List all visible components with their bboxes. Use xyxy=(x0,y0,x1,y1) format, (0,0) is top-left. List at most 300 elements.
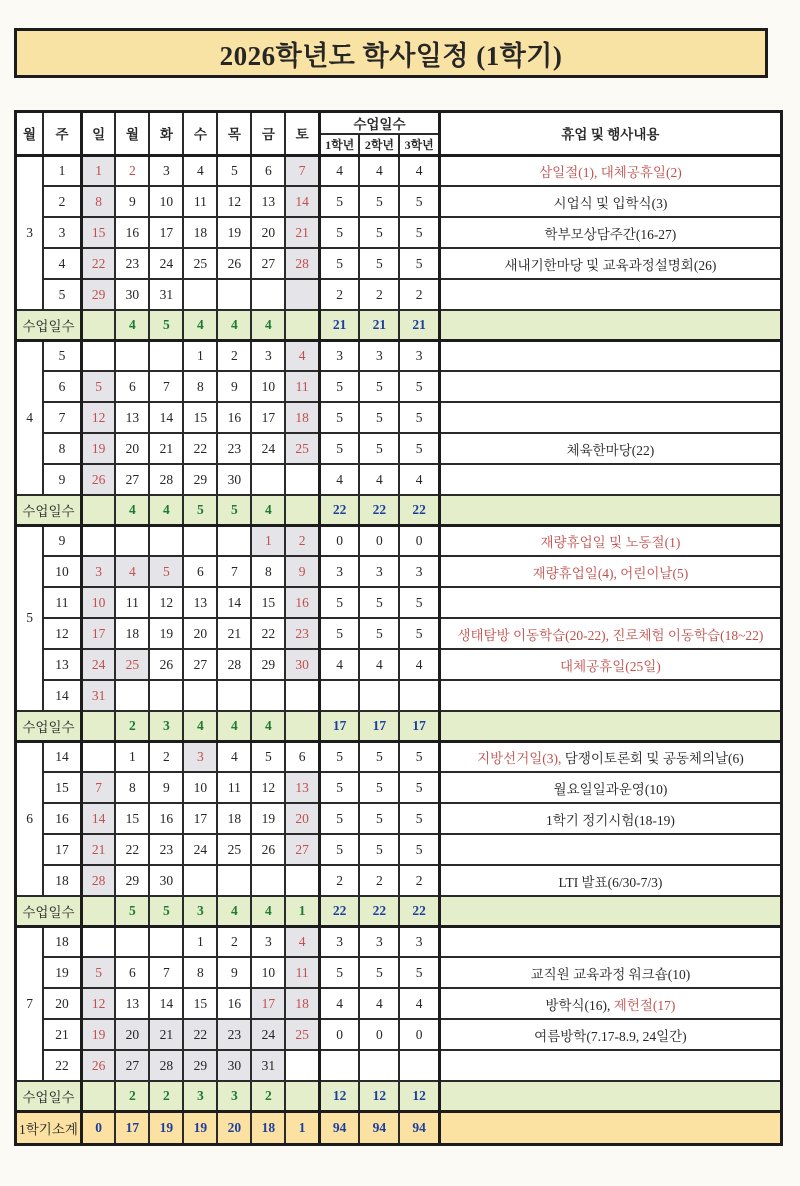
day-cell: 15 xyxy=(183,988,217,1019)
event-cell xyxy=(439,525,781,556)
event-text: 담쟁이토론회 및 공동체의날(6) xyxy=(561,750,744,766)
class-days-count: 3 xyxy=(319,556,359,587)
weekday-sum: 5 xyxy=(217,495,251,525)
day-cell: 14 xyxy=(217,587,251,618)
class-days-count: 2 xyxy=(319,865,359,896)
event-text: 체육한마당(22) xyxy=(566,442,655,458)
day-cell xyxy=(149,340,183,371)
monthly-classdays-label: 수업일수 xyxy=(16,896,82,926)
day-cell: 25 xyxy=(285,1019,319,1050)
day-cell: 18 xyxy=(285,988,319,1019)
class-days-count: 4 xyxy=(399,649,439,680)
day-cell: 27 xyxy=(285,834,319,865)
grade-total: 17 xyxy=(319,711,359,741)
grade-total: 22 xyxy=(399,896,439,926)
class-days-count: 5 xyxy=(319,957,359,988)
header-day-sun: 일 xyxy=(81,112,115,156)
class-days-count: 5 xyxy=(359,248,399,279)
day-cell: 27 xyxy=(115,464,149,495)
day-cell: 5 xyxy=(81,371,115,402)
weekday-sum: 4 xyxy=(115,495,149,525)
class-days-count: 5 xyxy=(359,371,399,402)
grade-total: 12 xyxy=(319,1081,359,1111)
class-days-count: 5 xyxy=(399,402,439,433)
event-text: 새내기한마당 및 교육과정설명회(26) xyxy=(504,257,717,273)
day-cell: 20 xyxy=(183,618,217,649)
day-cell: 17 xyxy=(81,618,115,649)
day-cell: 7 xyxy=(149,371,183,402)
day-cell: 17 xyxy=(183,803,217,834)
day-cell: 26 xyxy=(251,834,285,865)
day-cell: 2 xyxy=(217,926,251,957)
class-days-count: 0 xyxy=(359,525,399,556)
week-number: 22 xyxy=(43,1050,81,1081)
week-number: 9 xyxy=(43,525,81,556)
day-cell: 30 xyxy=(115,279,149,310)
day-cell xyxy=(183,525,217,556)
weekday-sum: 4 xyxy=(251,495,285,525)
grade-total: 12 xyxy=(359,1081,399,1111)
weekday-sum xyxy=(81,495,115,525)
week-number: 19 xyxy=(43,957,81,988)
class-days-count: 5 xyxy=(399,217,439,248)
event-text: LTI 발표(6/30-7/3) xyxy=(558,874,663,890)
weekday-sum: 2 xyxy=(149,1081,183,1111)
day-cell: 18 xyxy=(115,618,149,649)
day-cell: 6 xyxy=(251,155,285,186)
calendar-week-row xyxy=(16,680,782,711)
calendar-week-row xyxy=(16,834,782,865)
day-cell: 14 xyxy=(285,186,319,217)
class-days-count: 5 xyxy=(399,248,439,279)
week-number: 6 xyxy=(43,371,81,402)
semester-day-total: 20 xyxy=(217,1111,251,1144)
class-days-count: 3 xyxy=(399,556,439,587)
calendar-week-row xyxy=(16,649,782,680)
semester-subtotal-label: 1학기소계 xyxy=(16,1111,82,1144)
header-events: 휴업 및 행사내용 xyxy=(439,112,781,156)
day-cell: 11 xyxy=(115,587,149,618)
class-days-count: 5 xyxy=(359,772,399,803)
semester-grade-total: 94 xyxy=(399,1111,439,1144)
header-grade-2: 2학년 xyxy=(359,134,399,155)
class-days-count: 4 xyxy=(359,155,399,186)
month-label: 5 xyxy=(16,525,44,711)
day-cell: 28 xyxy=(217,649,251,680)
class-days-count xyxy=(399,680,439,711)
day-cell: 4 xyxy=(285,340,319,371)
calendar-week-row xyxy=(16,340,782,371)
page-title xyxy=(14,28,768,78)
day-cell: 25 xyxy=(285,433,319,464)
day-cell: 9 xyxy=(149,772,183,803)
event-cell xyxy=(439,371,781,402)
day-cell: 11 xyxy=(285,371,319,402)
weekday-sum: 3 xyxy=(183,896,217,926)
day-cell: 6 xyxy=(183,556,217,587)
semester-grade-total: 94 xyxy=(319,1111,359,1144)
day-cell xyxy=(115,340,149,371)
day-cell: 27 xyxy=(251,248,285,279)
grade-total: 22 xyxy=(319,896,359,926)
day-cell: 7 xyxy=(81,772,115,803)
class-days-count: 5 xyxy=(359,618,399,649)
day-cell: 3 xyxy=(149,155,183,186)
semester-day-total: 19 xyxy=(149,1111,183,1144)
day-cell: 7 xyxy=(149,957,183,988)
day-cell: 30 xyxy=(217,1050,251,1081)
day-cell: 19 xyxy=(149,618,183,649)
semester-day-total: 0 xyxy=(81,1111,115,1144)
day-cell: 17 xyxy=(251,988,285,1019)
day-cell: 8 xyxy=(81,186,115,217)
day-cell xyxy=(149,926,183,957)
day-cell: 11 xyxy=(217,772,251,803)
event-text: 시업식 및 입학식(3) xyxy=(553,195,668,211)
class-days-count: 4 xyxy=(399,988,439,1019)
page-title-text: 2026학년도 학사일정 (1학기) xyxy=(219,40,563,71)
calendar-week-row xyxy=(16,1019,782,1050)
calendar-week-row xyxy=(16,155,782,186)
day-cell: 3 xyxy=(251,926,285,957)
weekday-sum: 5 xyxy=(183,495,217,525)
event-cell xyxy=(439,217,781,248)
weekday-sum: 2 xyxy=(115,711,149,741)
semester-day-total: 18 xyxy=(251,1111,285,1144)
week-number: 8 xyxy=(43,433,81,464)
event-cell xyxy=(439,279,781,310)
day-cell: 13 xyxy=(115,988,149,1019)
week-number: 5 xyxy=(43,279,81,310)
week-number: 3 xyxy=(43,217,81,248)
summary-event-filler xyxy=(439,896,781,926)
day-cell: 12 xyxy=(251,772,285,803)
monthly-classdays-row xyxy=(16,896,782,926)
class-days-count: 5 xyxy=(319,248,359,279)
calendar-week-row xyxy=(16,618,782,649)
day-cell: 8 xyxy=(251,556,285,587)
day-cell: 21 xyxy=(149,1019,183,1050)
week-number: 21 xyxy=(43,1019,81,1050)
week-number: 17 xyxy=(43,834,81,865)
weekday-sum: 4 xyxy=(251,310,285,340)
event-cell xyxy=(439,340,781,371)
class-days-count: 4 xyxy=(359,464,399,495)
class-days-count: 5 xyxy=(399,772,439,803)
weekday-sum: 4 xyxy=(217,711,251,741)
day-cell: 2 xyxy=(217,340,251,371)
event-cell xyxy=(439,926,781,957)
day-cell: 14 xyxy=(149,402,183,433)
weekday-sum: 3 xyxy=(183,1081,217,1111)
day-cell: 31 xyxy=(81,680,115,711)
class-days-count: 2 xyxy=(399,865,439,896)
weekday-sum xyxy=(81,1081,115,1111)
class-days-count xyxy=(359,680,399,711)
month-label: 3 xyxy=(16,155,44,310)
month-label: 6 xyxy=(16,741,44,896)
class-days-count: 5 xyxy=(319,834,359,865)
day-cell: 18 xyxy=(217,803,251,834)
class-days-count: 5 xyxy=(399,803,439,834)
event-text: 1학기 정기시험(18-19) xyxy=(545,812,675,828)
calendar-week-row xyxy=(16,248,782,279)
class-days-count: 5 xyxy=(359,834,399,865)
day-cell: 29 xyxy=(81,279,115,310)
class-days-count: 3 xyxy=(319,926,359,957)
class-days-count: 3 xyxy=(319,340,359,371)
class-days-count: 5 xyxy=(399,741,439,772)
calendar-week-row xyxy=(16,772,782,803)
day-cell: 6 xyxy=(115,957,149,988)
day-cell: 28 xyxy=(149,464,183,495)
semester-day-total: 1 xyxy=(285,1111,319,1144)
class-days-count: 5 xyxy=(399,371,439,402)
day-cell: 12 xyxy=(149,587,183,618)
grade-total: 17 xyxy=(359,711,399,741)
weekday-sum: 5 xyxy=(149,896,183,926)
day-cell: 23 xyxy=(285,618,319,649)
class-days-count: 5 xyxy=(399,834,439,865)
week-number: 9 xyxy=(43,464,81,495)
summary-event-filler xyxy=(439,310,781,340)
semester-day-total: 19 xyxy=(183,1111,217,1144)
day-cell: 30 xyxy=(217,464,251,495)
summary-event-filler xyxy=(439,1081,781,1111)
class-days-count: 4 xyxy=(359,649,399,680)
day-cell xyxy=(149,680,183,711)
class-days-count: 5 xyxy=(319,741,359,772)
event-text: 재량휴업일 및 노동절(1) xyxy=(540,534,681,550)
day-cell: 6 xyxy=(285,741,319,772)
day-cell: 17 xyxy=(251,402,285,433)
day-cell xyxy=(217,680,251,711)
day-cell: 6 xyxy=(115,371,149,402)
class-days-count: 5 xyxy=(359,587,399,618)
day-cell: 9 xyxy=(285,556,319,587)
class-days-count: 5 xyxy=(399,587,439,618)
week-number: 14 xyxy=(43,741,81,772)
day-cell: 19 xyxy=(81,433,115,464)
day-cell: 1 xyxy=(115,741,149,772)
weekday-sum xyxy=(81,310,115,340)
day-cell: 28 xyxy=(285,248,319,279)
day-cell: 10 xyxy=(251,957,285,988)
day-cell xyxy=(285,464,319,495)
day-cell: 26 xyxy=(81,1050,115,1081)
day-cell: 30 xyxy=(285,649,319,680)
day-cell: 24 xyxy=(149,248,183,279)
day-cell: 4 xyxy=(183,155,217,186)
weekday-sum xyxy=(81,711,115,741)
day-cell: 22 xyxy=(115,834,149,865)
event-cell xyxy=(439,186,781,217)
event-cell xyxy=(439,741,781,772)
day-cell: 25 xyxy=(115,649,149,680)
week-number: 18 xyxy=(43,926,81,957)
week-number: 20 xyxy=(43,988,81,1019)
day-cell: 16 xyxy=(217,402,251,433)
day-cell: 1 xyxy=(183,926,217,957)
day-cell: 27 xyxy=(183,649,217,680)
event-cell xyxy=(439,865,781,896)
day-cell: 31 xyxy=(251,1050,285,1081)
day-cell: 19 xyxy=(217,217,251,248)
day-cell xyxy=(217,865,251,896)
weekday-sum xyxy=(285,495,319,525)
weekday-sum: 3 xyxy=(217,1081,251,1111)
header-day-mon: 월 xyxy=(115,112,149,156)
day-cell: 23 xyxy=(217,1019,251,1050)
class-days-count: 3 xyxy=(359,340,399,371)
grade-total: 22 xyxy=(399,495,439,525)
class-days-count: 5 xyxy=(359,402,399,433)
calendar-week-row xyxy=(16,741,782,772)
event-cell xyxy=(439,587,781,618)
day-cell: 17 xyxy=(149,217,183,248)
class-days-count: 4 xyxy=(359,988,399,1019)
day-cell: 7 xyxy=(285,155,319,186)
day-cell: 22 xyxy=(81,248,115,279)
class-days-count: 3 xyxy=(359,556,399,587)
header-day-tue: 화 xyxy=(149,112,183,156)
header-grade-3: 3학년 xyxy=(399,134,439,155)
class-days-count xyxy=(319,1050,359,1081)
day-cell: 9 xyxy=(115,186,149,217)
week-number: 13 xyxy=(43,649,81,680)
event-cell xyxy=(439,680,781,711)
header-day-wed: 수 xyxy=(183,112,217,156)
calendar-week-row xyxy=(16,433,782,464)
class-days-count: 2 xyxy=(359,279,399,310)
day-cell: 15 xyxy=(115,803,149,834)
class-days-count: 5 xyxy=(399,433,439,464)
class-days-count: 2 xyxy=(399,279,439,310)
day-cell xyxy=(251,865,285,896)
class-days-count: 5 xyxy=(319,371,359,402)
class-days-count: 5 xyxy=(319,803,359,834)
event-cell xyxy=(439,433,781,464)
class-days-count: 5 xyxy=(319,217,359,248)
event-text: 방학식(16), xyxy=(545,997,614,1013)
monthly-classdays-row xyxy=(16,495,782,525)
day-cell: 24 xyxy=(251,433,285,464)
class-days-count: 5 xyxy=(319,587,359,618)
weekday-sum: 4 xyxy=(115,310,149,340)
event-text: 교직원 교육과정 워크숍(10) xyxy=(530,966,691,982)
weekday-sum xyxy=(81,896,115,926)
day-cell: 21 xyxy=(81,834,115,865)
event-cell xyxy=(439,834,781,865)
day-cell: 29 xyxy=(183,464,217,495)
day-cell: 13 xyxy=(285,772,319,803)
event-cell xyxy=(439,402,781,433)
weekday-sum xyxy=(285,711,319,741)
grade-total: 22 xyxy=(359,896,399,926)
day-cell xyxy=(285,1050,319,1081)
day-cell: 14 xyxy=(81,803,115,834)
calendar-week-row xyxy=(16,371,782,402)
event-cell xyxy=(439,957,781,988)
day-cell: 29 xyxy=(183,1050,217,1081)
calendar-week-row xyxy=(16,464,782,495)
event-text: 생태탐방 이동학습(20-22), 진로체험 이동학습(18~22) xyxy=(457,627,764,643)
day-cell xyxy=(251,464,285,495)
day-cell: 19 xyxy=(81,1019,115,1050)
class-days-count: 5 xyxy=(359,957,399,988)
event-cell xyxy=(439,1019,781,1050)
class-days-count: 4 xyxy=(319,649,359,680)
day-cell: 14 xyxy=(149,988,183,1019)
class-days-count: 5 xyxy=(319,433,359,464)
week-number: 2 xyxy=(43,186,81,217)
month-label: 4 xyxy=(16,340,44,495)
event-cell xyxy=(439,772,781,803)
day-cell: 9 xyxy=(217,957,251,988)
day-cell: 30 xyxy=(149,865,183,896)
day-cell: 5 xyxy=(251,741,285,772)
class-days-count: 0 xyxy=(359,1019,399,1050)
day-cell xyxy=(81,525,115,556)
day-cell: 11 xyxy=(183,186,217,217)
class-days-count: 4 xyxy=(399,464,439,495)
calendar-week-row xyxy=(16,556,782,587)
day-cell: 25 xyxy=(217,834,251,865)
event-text: 재량휴업일(4), 어린이날(5) xyxy=(532,565,689,581)
class-days-count: 0 xyxy=(399,1019,439,1050)
weekday-sum: 4 xyxy=(251,896,285,926)
day-cell: 10 xyxy=(251,371,285,402)
weekday-sum: 4 xyxy=(251,711,285,741)
summary-event-filler xyxy=(439,711,781,741)
weekday-sum: 4 xyxy=(183,711,217,741)
day-cell xyxy=(183,680,217,711)
day-cell: 15 xyxy=(81,217,115,248)
weekday-sum: 3 xyxy=(149,711,183,741)
day-cell: 13 xyxy=(115,402,149,433)
day-cell: 12 xyxy=(81,988,115,1019)
week-number: 7 xyxy=(43,402,81,433)
monthly-classdays-label: 수업일수 xyxy=(16,495,82,525)
week-number: 4 xyxy=(43,248,81,279)
day-cell: 12 xyxy=(217,186,251,217)
class-days-count: 0 xyxy=(399,525,439,556)
event-text: 지방선거일(3), xyxy=(477,750,562,766)
class-days-count: 5 xyxy=(359,186,399,217)
weekday-sum: 2 xyxy=(251,1081,285,1111)
day-cell: 1 xyxy=(251,525,285,556)
monthly-classdays-label: 수업일수 xyxy=(16,711,82,741)
week-number: 16 xyxy=(43,803,81,834)
day-cell: 20 xyxy=(115,433,149,464)
event-cell xyxy=(439,464,781,495)
day-cell: 16 xyxy=(115,217,149,248)
grade-total: 21 xyxy=(359,310,399,340)
event-cell xyxy=(439,803,781,834)
day-cell: 5 xyxy=(217,155,251,186)
day-cell: 10 xyxy=(183,772,217,803)
class-days-count: 5 xyxy=(359,433,399,464)
calendar-week-row xyxy=(16,587,782,618)
day-cell: 3 xyxy=(251,340,285,371)
weekday-sum: 5 xyxy=(149,310,183,340)
class-days-count: 5 xyxy=(399,618,439,649)
day-cell: 24 xyxy=(251,1019,285,1050)
day-cell: 26 xyxy=(217,248,251,279)
day-cell: 28 xyxy=(81,865,115,896)
class-days-count: 5 xyxy=(399,186,439,217)
day-cell: 26 xyxy=(149,649,183,680)
